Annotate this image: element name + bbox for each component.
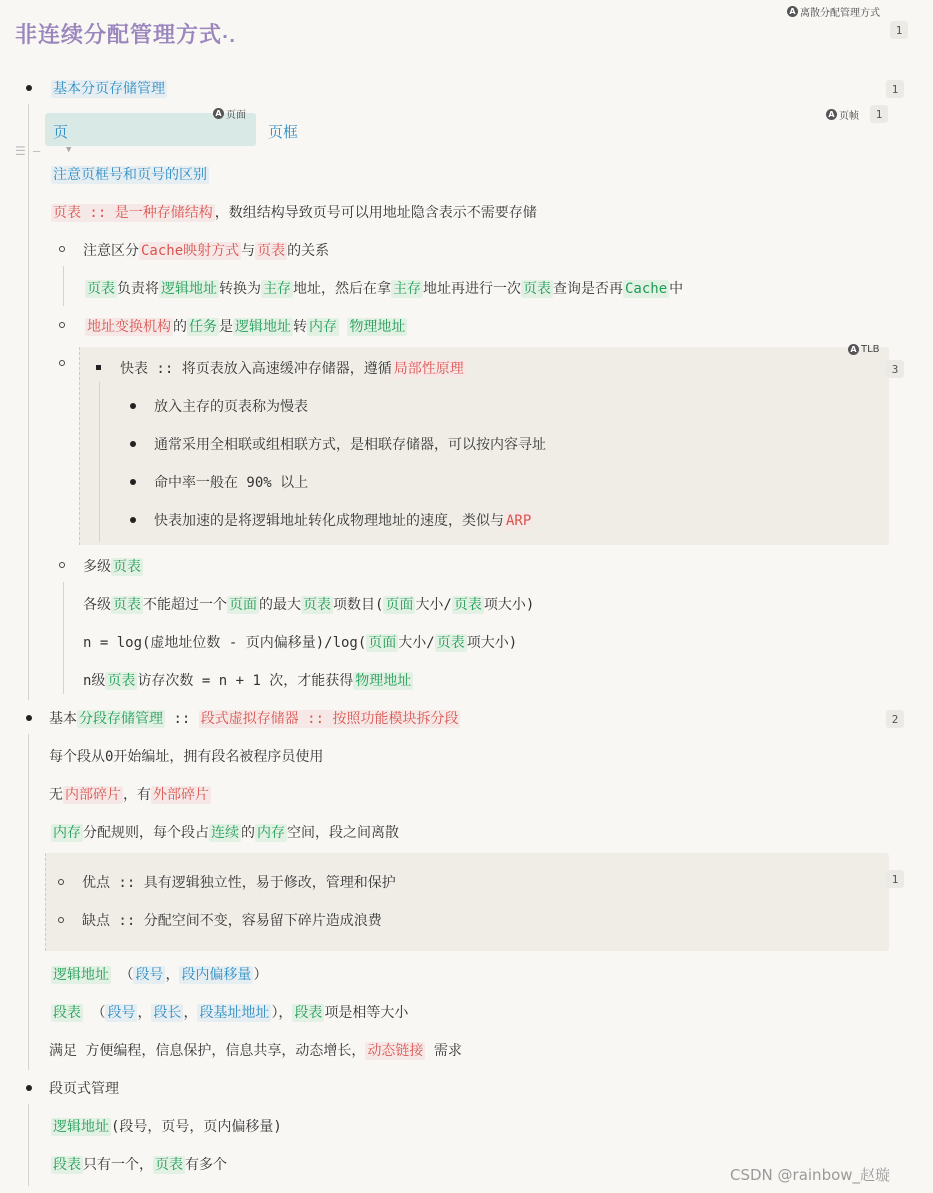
mmu-line: 地址变换机构 的 任务 是 逻辑地址 转 内存 物理地址 xyxy=(87,319,406,335)
sub-bullet[interactable] xyxy=(59,562,65,568)
pros-cons-block[interactable] xyxy=(45,853,889,951)
multi-line-3: n级 页表 访存次数 = n + 1 次，才能获得 物理地址 xyxy=(83,673,412,689)
tlb-item: 快表加速的是将逻辑地址转化成物理地址的速度，类似与 ARP xyxy=(154,513,532,529)
sub-bullet[interactable] xyxy=(58,879,64,885)
alias-tag[interactable]: A 离散分配管理方式 xyxy=(787,4,880,19)
section-heading: 段页式管理 xyxy=(49,1081,119,1097)
sub-bullet[interactable] xyxy=(59,360,65,366)
bullet[interactable] xyxy=(130,479,136,485)
indent-guide xyxy=(99,382,100,542)
alias-tag[interactable]: A 页面 xyxy=(213,106,246,121)
sub-bullet[interactable] xyxy=(59,246,65,252)
segment-line-2: 无 内部碎片 ，有 外部碎片 xyxy=(49,787,209,803)
indent-guide xyxy=(28,1104,29,1186)
pagetable-line: 页表 :: 是一种存储结构 ，数组结构导致页号可以用地址隐含表示不需要存储 xyxy=(53,205,537,221)
triangle-down-icon[interactable]: ▼ xyxy=(66,145,72,155)
pagetable-desc: 页表 负责将 逻辑地址 转换为 主存 地址，然后在拿 主存 地址再进行一次 页表 查询是否再 Cache 中 xyxy=(87,281,684,297)
multi-heading: 多级 页表 xyxy=(83,559,141,575)
watermark: CSDN @rainbow_赵璇 xyxy=(730,1166,891,1184)
indent-guide xyxy=(45,853,46,951)
tlb-item: 命中率一般在 90% 以上 xyxy=(154,475,309,491)
indent-guide xyxy=(79,347,80,545)
ref-count[interactable]: 1 xyxy=(870,105,888,123)
square-bullet[interactable] xyxy=(96,365,101,370)
page-label: 页 xyxy=(53,123,69,141)
attention-line: 注意区分 Cache映射方式 与 页表 的关系 xyxy=(83,243,330,259)
tlb-item: 通常采用全相联或组相联方式，是相联存储器，可以按内容寻址 xyxy=(154,437,546,453)
tlb-item: 放入主存的页表称为慢表 xyxy=(154,399,308,415)
multi-line-2: n = log(虚地址位数 - 页内偏移量)/log( 页面 大小/ 页表 项大小) xyxy=(83,635,518,651)
segpage-line-1: 逻辑地址 (段号，页号，页内偏移量) xyxy=(53,1119,282,1135)
a-circle-icon: A xyxy=(848,344,859,355)
segment-line-5: 段表 （ 段号 ， 段长 ， 段基址地址 ）， 段表 项是相等大小 xyxy=(53,1005,409,1021)
indent-guide xyxy=(28,734,29,1070)
sub-bullet[interactable] xyxy=(59,322,65,328)
bullet[interactable] xyxy=(130,403,136,409)
note-line: 注意页框号和页号的区别 xyxy=(53,167,207,183)
bullet[interactable] xyxy=(130,517,136,523)
segment-line-6: 满足 方便编程，信息保护，信息共享，动态增长， 动态链接 需求 xyxy=(49,1043,462,1059)
a-circle-icon: A xyxy=(787,6,798,17)
bullet[interactable] xyxy=(26,715,32,721)
page-title: 非连续分配管理方式·. xyxy=(15,23,237,48)
sub-bullet[interactable] xyxy=(58,917,64,923)
indent-guide xyxy=(63,582,64,694)
indent-guide xyxy=(28,104,29,700)
ref-count[interactable]: 1 xyxy=(890,21,908,39)
indent-guide xyxy=(63,266,64,306)
segment-line-1: 每个段从0开始编址，拥有段名被程序员使用 xyxy=(49,749,324,765)
alias-tag[interactable]: A 页帧 xyxy=(826,107,859,122)
ref-count[interactable]: 2 xyxy=(886,710,904,728)
bullet[interactable] xyxy=(130,441,136,447)
cons-line: 缺点 :: 分配空间不变，容易留下碎片造成浪费 xyxy=(82,913,382,929)
alias-tag[interactable]: A TLB xyxy=(848,344,880,355)
segment-line-3: 内存 分配规则，每个段占 连续 的 内存 空间，段之间离散 xyxy=(53,825,399,841)
pros-line: 优点 :: 具有逻辑独立性，易于修改，管理和保护 xyxy=(82,875,396,891)
section-heading: 基本 分段存储管理 :: 段式虚拟存储器 :: 按照功能模块拆分段 xyxy=(49,711,459,727)
hamburger-icon[interactable]: ☰ — xyxy=(15,144,41,158)
bullet[interactable] xyxy=(26,1085,32,1091)
tlb-heading: 快表 :: 将页表放入高速缓冲存储器，遵循 局部性原理 xyxy=(120,361,464,377)
a-circle-icon: A xyxy=(826,109,837,120)
a-circle-icon: A xyxy=(213,108,224,119)
multi-line-1: 各级 页表 不能超过一个 页面 的最大 页表 项数目( 页面 大小/ 页表 项大小) xyxy=(83,597,535,613)
segpage-line-2: 段表 只有一个， 页表 有多个 xyxy=(53,1157,227,1173)
segment-line-4: 逻辑地址 （ 段号 ， 段内偏移量 ） xyxy=(53,967,268,983)
frame-label: 页框 xyxy=(268,123,299,141)
section-heading: 基本分页存储管理 xyxy=(53,81,165,97)
bullet[interactable] xyxy=(26,85,32,91)
ref-count[interactable]: 1 xyxy=(886,870,904,888)
ref-count[interactable]: 1 xyxy=(886,80,904,98)
ref-count[interactable]: 3 xyxy=(886,360,904,378)
